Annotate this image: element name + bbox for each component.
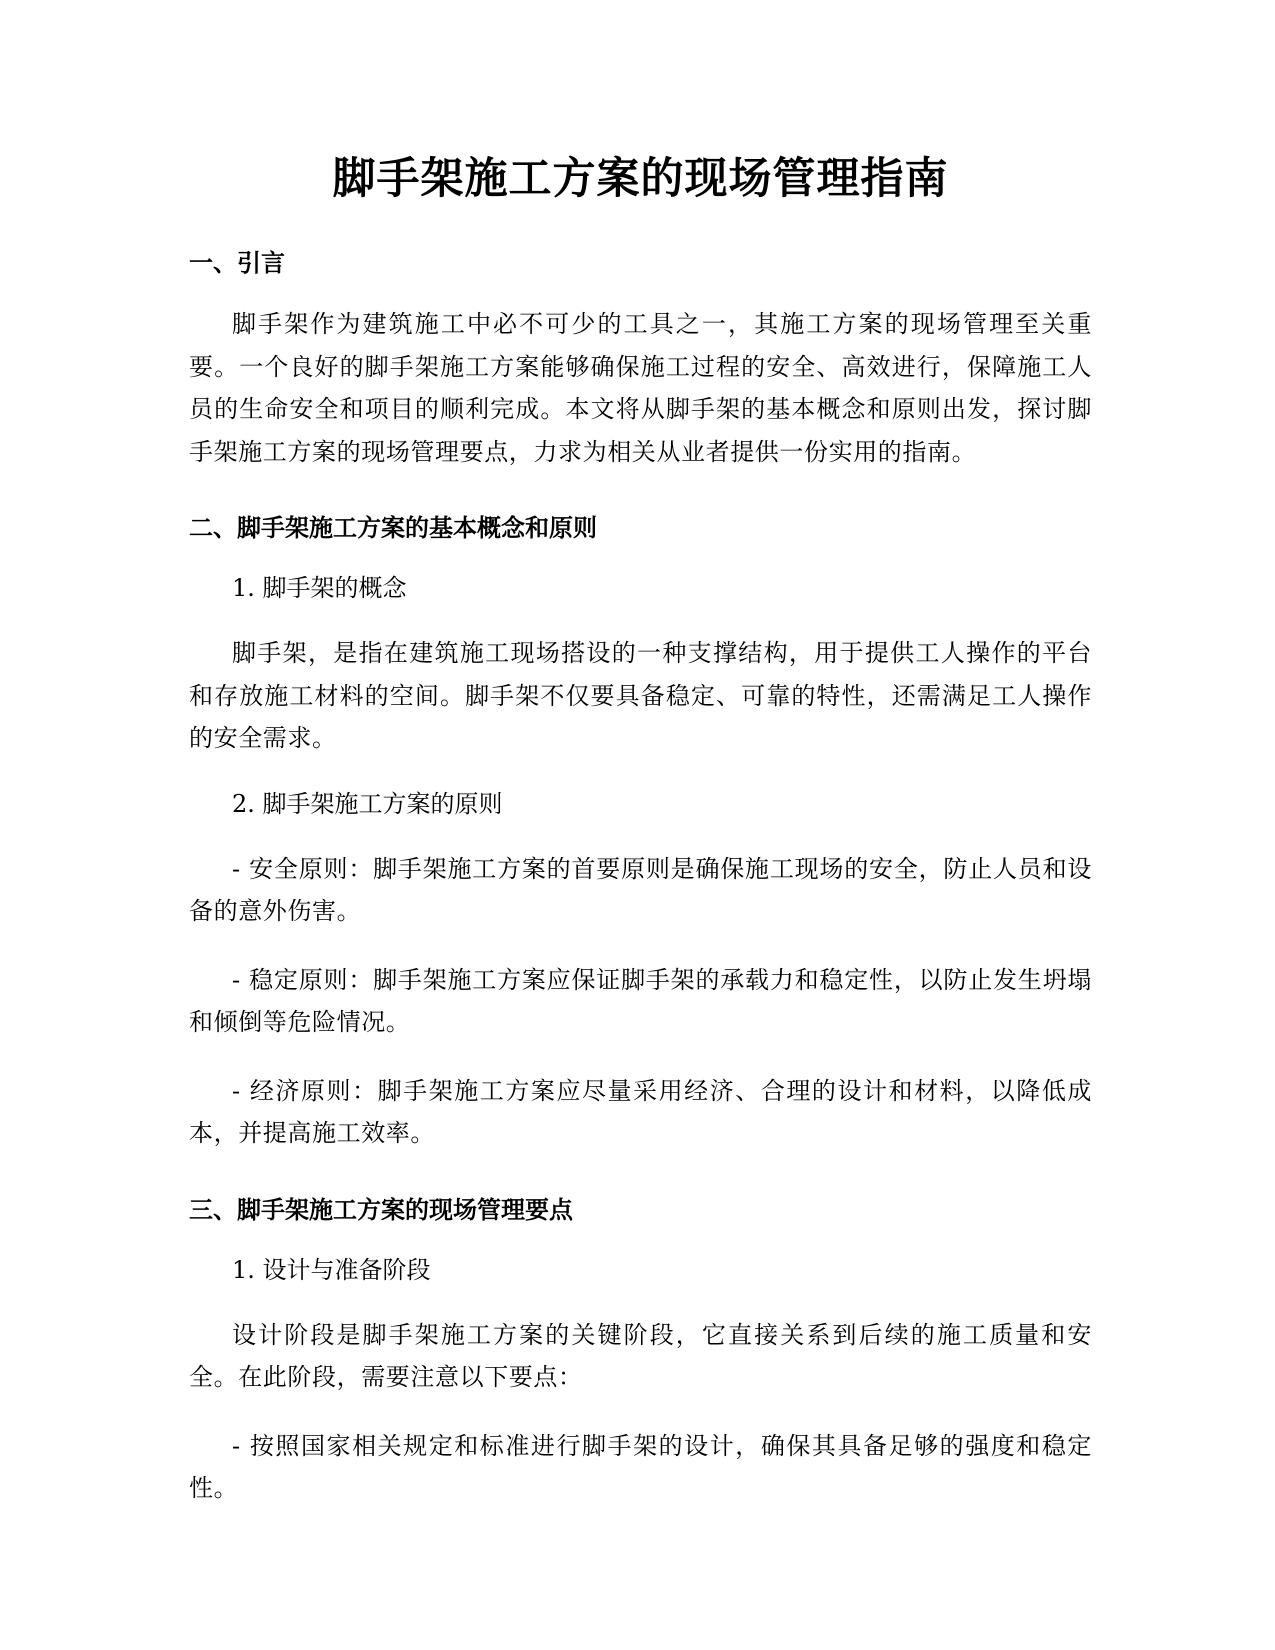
intro-paragraph: 脚手架作为建筑施工中必不可少的工具之一，其施工方案的现场管理至关重要。一个良好的脚手架施工方案能够确保施工过程的安全、高效进行，保障施工人员的生命安全和项目的顺利完成。本文将从脚手架的基本概念和原则出发，探讨脚手架施工方案的现场管理要点，力求为相关从业者提供一份实用的指南。 xyxy=(189,310,1092,466)
principle-safety: - 安全原则：脚手架施工方案的首要原则是确保施工现场的安全，防止人员和设备的意外伤害。 xyxy=(189,854,1092,925)
subheading-concept: 1. 脚手架的概念 xyxy=(232,574,407,602)
design-stage-paragraph: 设计阶段是脚手架施工方案的关键阶段，它直接关系到后续的施工质量和安全。在此阶段，需要注意以下要点： xyxy=(189,1320,1092,1391)
concept-paragraph: 脚手架，是指在建筑施工现场搭设的一种支撑结构，用于提供工人操作的平台和存放施工材料的空间。脚手架不仅要具备稳定、可靠的特性，还需满足工人操作的安全需求。 xyxy=(189,639,1092,752)
principle-economy: - 经济原则：脚手架施工方案应尽量采用经济、合理的设计和材料，以降低成本，并提高施工效率。 xyxy=(189,1076,1092,1147)
subheading-principles: 2. 脚手架施工方案的原则 xyxy=(232,789,503,818)
section-heading-management: 三、脚手架施工方案的现场管理要点 xyxy=(189,1195,573,1224)
section-heading-basics: 二、脚手架施工方案的基本概念和原则 xyxy=(189,514,597,542)
document-title: 脚手架施工方案的现场管理指南 xyxy=(332,154,949,204)
section-heading-intro: 一、引言 xyxy=(189,249,285,277)
subheading-design-stage: 1. 设计与准备阶段 xyxy=(232,1255,431,1284)
document-body xyxy=(189,148,1092,1510)
design-standard-bullet: - 按照国家相关规定和标准进行脚手架的设计，确保其具备足够的强度和稳定性。 xyxy=(189,1431,1092,1502)
principle-stability: - 稳定原则：脚手架施工方案应保证脚手架的承载力和稳定性，以防止发生坍塌和倾倒等危险情况。 xyxy=(189,965,1092,1036)
